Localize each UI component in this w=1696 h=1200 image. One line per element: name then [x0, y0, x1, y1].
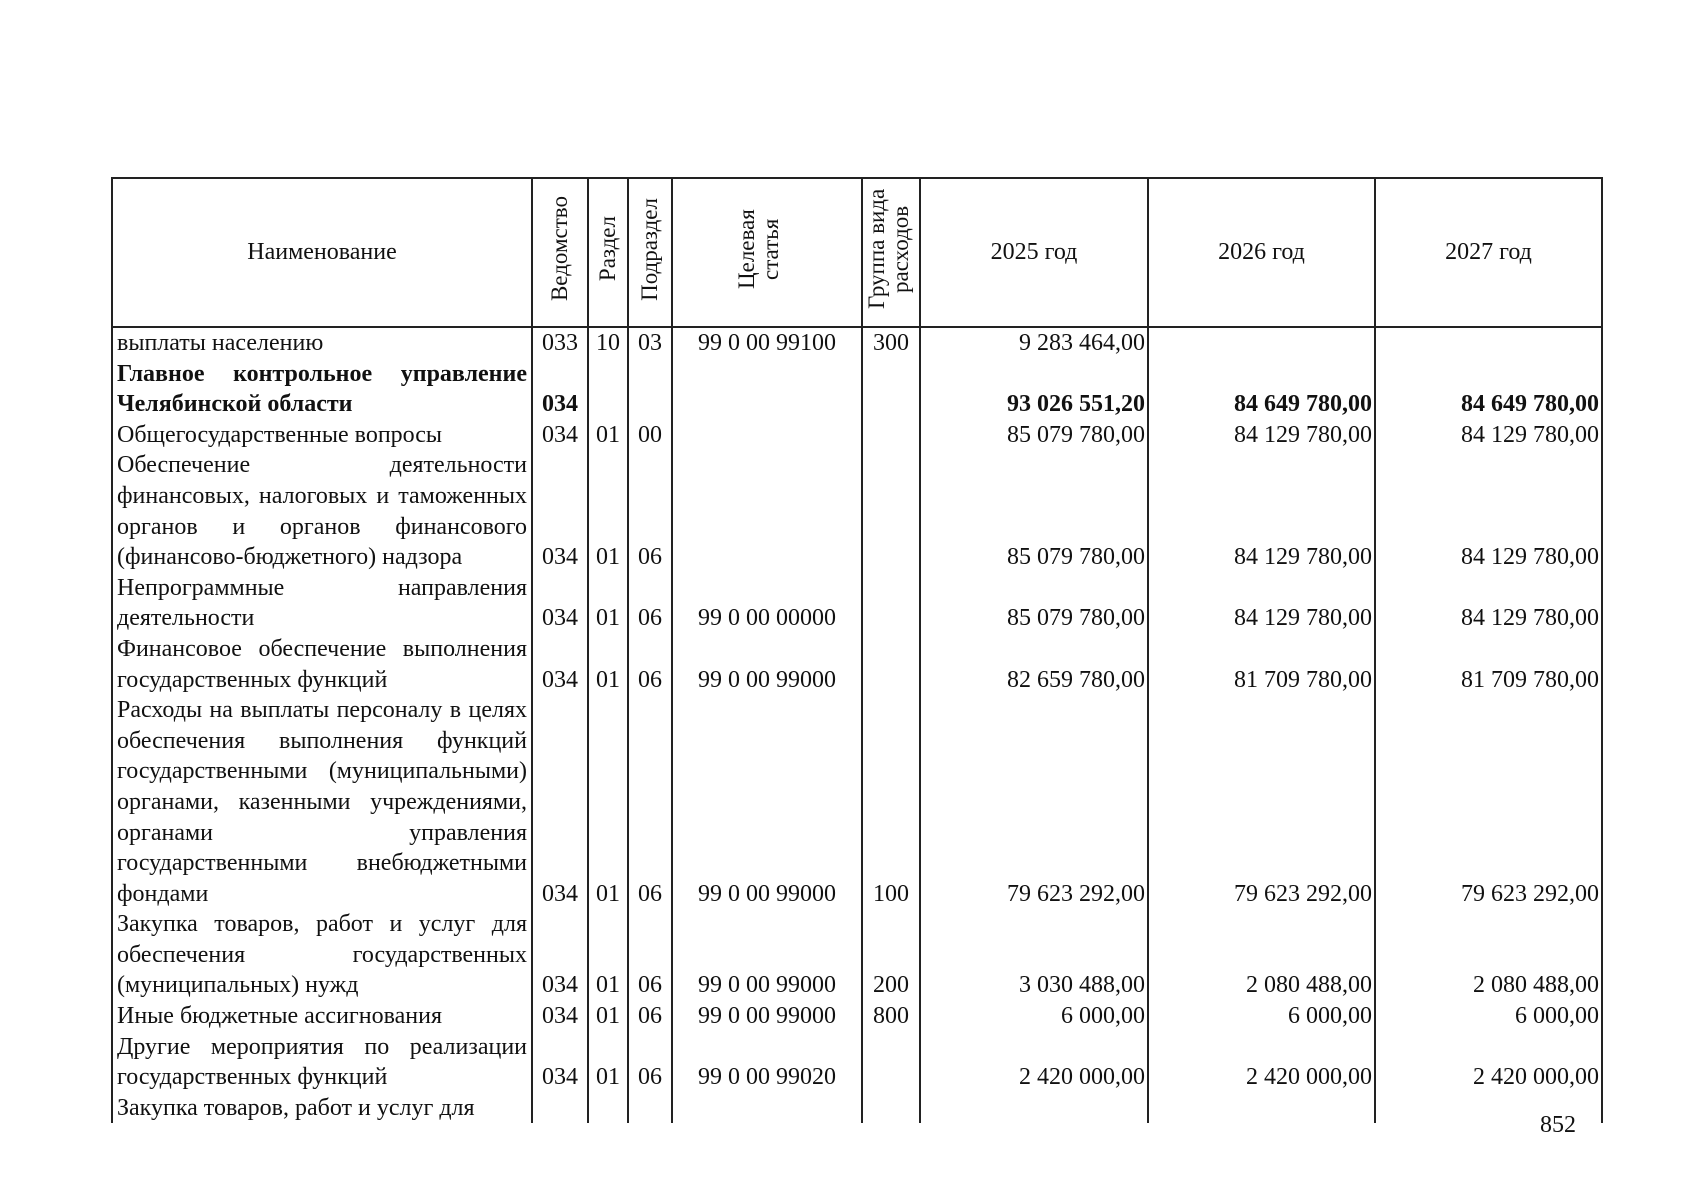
- cell-2026: [1148, 1093, 1375, 1124]
- cell-2027: 81 709 780,00: [1375, 634, 1602, 695]
- cell-rz: 10: [588, 327, 628, 359]
- cell-cs: [672, 420, 862, 451]
- cell-name: Общегосударственные вопросы: [112, 420, 532, 451]
- cell-cs: 99 0 00 99100: [672, 327, 862, 359]
- cell-rz: 01: [588, 695, 628, 909]
- cell-ved: 033: [532, 327, 588, 359]
- cell-2025: 2 420 000,00: [920, 1032, 1148, 1093]
- cell-rz: 01: [588, 573, 628, 634]
- cell-name: Главное контрольное управление Челябинской области: [112, 359, 532, 420]
- cell-2027: 2 080 488,00: [1375, 909, 1602, 1001]
- cell-vr: 300: [862, 327, 920, 359]
- page-number: 852: [1540, 1112, 1576, 1138]
- cell-pr: 06: [628, 634, 672, 695]
- cell-2027: 2 420 000,00: [1375, 1032, 1602, 1093]
- cell-pr: 06: [628, 1001, 672, 1032]
- cell-2026: 2 080 488,00: [1148, 909, 1375, 1001]
- cell-2027: 84 129 780,00: [1375, 420, 1602, 451]
- cell-cs: 99 0 00 99000: [672, 909, 862, 1001]
- cell-2026: 79 623 292,00: [1148, 695, 1375, 909]
- cell-2027: 84 129 780,00: [1375, 450, 1602, 572]
- cell-ved: 034: [532, 695, 588, 909]
- cell-rz: [588, 1093, 628, 1124]
- cell-name: Расходы на выплаты персоналу в целях обеспечения выполнения функций государственными (муниципальными) органами, казенными учреждениями, органами управления государственными внебюджетными фондами: [112, 695, 532, 909]
- cell-pr: [628, 1093, 672, 1124]
- cell-vr: [862, 1093, 920, 1124]
- cell-pr: [628, 359, 672, 420]
- cell-2027: [1375, 327, 1602, 359]
- cell-vr: [862, 1032, 920, 1093]
- cell-2027: 6 000,00: [1375, 1001, 1602, 1032]
- header-vedomstvo: Ведомство: [532, 178, 588, 327]
- cell-cs: 99 0 00 99000: [672, 695, 862, 909]
- cell-ved: 034: [532, 1001, 588, 1032]
- cell-cs: 99 0 00 99020: [672, 1032, 862, 1093]
- table-row: [112, 573, 1602, 634]
- table-row: [112, 1032, 1602, 1093]
- cell-name: Финансовое обеспечение выполнения государственных функций: [112, 634, 532, 695]
- cell-pr: 06: [628, 450, 672, 572]
- header-group: Группа вида расходов: [862, 178, 920, 327]
- cell-rz: 01: [588, 420, 628, 451]
- cell-2027: 84 129 780,00: [1375, 573, 1602, 634]
- cell-2026: 81 709 780,00: [1148, 634, 1375, 695]
- cell-rz: 01: [588, 1032, 628, 1093]
- cell-cs: 99 0 00 99000: [672, 634, 862, 695]
- cell-ved: 034: [532, 909, 588, 1001]
- cell-cs: 99 0 00 99000: [672, 1001, 862, 1032]
- cell-ved: 034: [532, 634, 588, 695]
- table-row: [112, 1001, 1602, 1032]
- header-target: Целевая статья: [672, 178, 862, 327]
- cell-2025: [920, 1093, 1148, 1124]
- cell-name: выплаты населению: [112, 327, 532, 359]
- cell-ved: 034: [532, 573, 588, 634]
- cell-vr: [862, 634, 920, 695]
- cell-cs: [672, 450, 862, 572]
- cell-2026: 84 649 780,00: [1148, 359, 1375, 420]
- cell-2025: 85 079 780,00: [920, 450, 1148, 572]
- cell-2026: 6 000,00: [1148, 1001, 1375, 1032]
- table-row: [112, 450, 1602, 572]
- cell-2025: 6 000,00: [920, 1001, 1148, 1032]
- cell-2025: 93 026 551,20: [920, 359, 1148, 420]
- cell-vr: 200: [862, 909, 920, 1001]
- table-row: [112, 634, 1602, 695]
- cell-pr: 06: [628, 695, 672, 909]
- cell-rz: 01: [588, 1001, 628, 1032]
- cell-rz: 01: [588, 909, 628, 1001]
- header-podrazdel: Подраздел: [628, 178, 672, 327]
- cell-pr: 03: [628, 327, 672, 359]
- cell-vr: 100: [862, 695, 920, 909]
- cell-2025: 82 659 780,00: [920, 634, 1148, 695]
- cell-pr: 06: [628, 909, 672, 1001]
- header-2027: 2027 год: [1375, 178, 1602, 327]
- cell-2026: [1148, 327, 1375, 359]
- cell-2025: 85 079 780,00: [920, 420, 1148, 451]
- cell-2027: 84 649 780,00: [1375, 359, 1602, 420]
- table-row: [112, 327, 1602, 359]
- cell-cs: 99 0 00 00000: [672, 573, 862, 634]
- table-row: [112, 695, 1602, 909]
- cell-pr: 06: [628, 573, 672, 634]
- cell-vr: [862, 359, 920, 420]
- cell-ved: 034: [532, 420, 588, 451]
- cell-ved: 034: [532, 359, 588, 420]
- cell-cs: [672, 1093, 862, 1124]
- cell-vr: 800: [862, 1001, 920, 1032]
- cell-2026: 84 129 780,00: [1148, 420, 1375, 451]
- cell-2027: 79 623 292,00: [1375, 695, 1602, 909]
- cell-2025: 3 030 488,00: [920, 909, 1148, 1001]
- header-razdel: Раздел: [588, 178, 628, 327]
- cell-vr: [862, 450, 920, 572]
- cell-2025: 85 079 780,00: [920, 573, 1148, 634]
- cell-ved: 034: [532, 1032, 588, 1093]
- cell-vr: [862, 420, 920, 451]
- cell-name: Закупка товаров, работ и услуг для обеспечения государственных (муниципальных) нужд: [112, 909, 532, 1001]
- cell-rz: 01: [588, 634, 628, 695]
- cell-vr: [862, 573, 920, 634]
- cell-2026: 2 420 000,00: [1148, 1032, 1375, 1093]
- cell-ved: 034: [532, 450, 588, 572]
- header-2025: 2025 год: [920, 178, 1148, 327]
- cell-2025: 9 283 464,00: [920, 327, 1148, 359]
- cell-pr: 00: [628, 420, 672, 451]
- cell-cs: [672, 359, 862, 420]
- header-row: [112, 178, 1602, 327]
- table-row: [112, 359, 1602, 420]
- cell-rz: [588, 359, 628, 420]
- table-row: [112, 1093, 1602, 1124]
- cell-name: Иные бюджетные ассигнования: [112, 1001, 532, 1032]
- header-2026: 2026 год: [1148, 178, 1375, 327]
- cell-name: Непрограммные направления деятельности: [112, 573, 532, 634]
- cell-pr: 06: [628, 1032, 672, 1093]
- cell-rz: 01: [588, 450, 628, 572]
- budget-table: [111, 177, 1603, 1123]
- cell-name: Обеспечение деятельности финансовых, налоговых и таможенных органов и органов финансового (финансово-бюджетного) надзора: [112, 450, 532, 572]
- cell-2026: 84 129 780,00: [1148, 450, 1375, 572]
- cell-ved: [532, 1093, 588, 1124]
- cell-name: Другие мероприятия по реализации государственных функций: [112, 1032, 532, 1093]
- cell-2026: 84 129 780,00: [1148, 573, 1375, 634]
- table-row: [112, 909, 1602, 1001]
- cell-name: Закупка товаров, работ и услуг для: [112, 1093, 532, 1124]
- cell-2025: 79 623 292,00: [920, 695, 1148, 909]
- table-row: [112, 420, 1602, 451]
- header-name: Наименование: [112, 178, 532, 327]
